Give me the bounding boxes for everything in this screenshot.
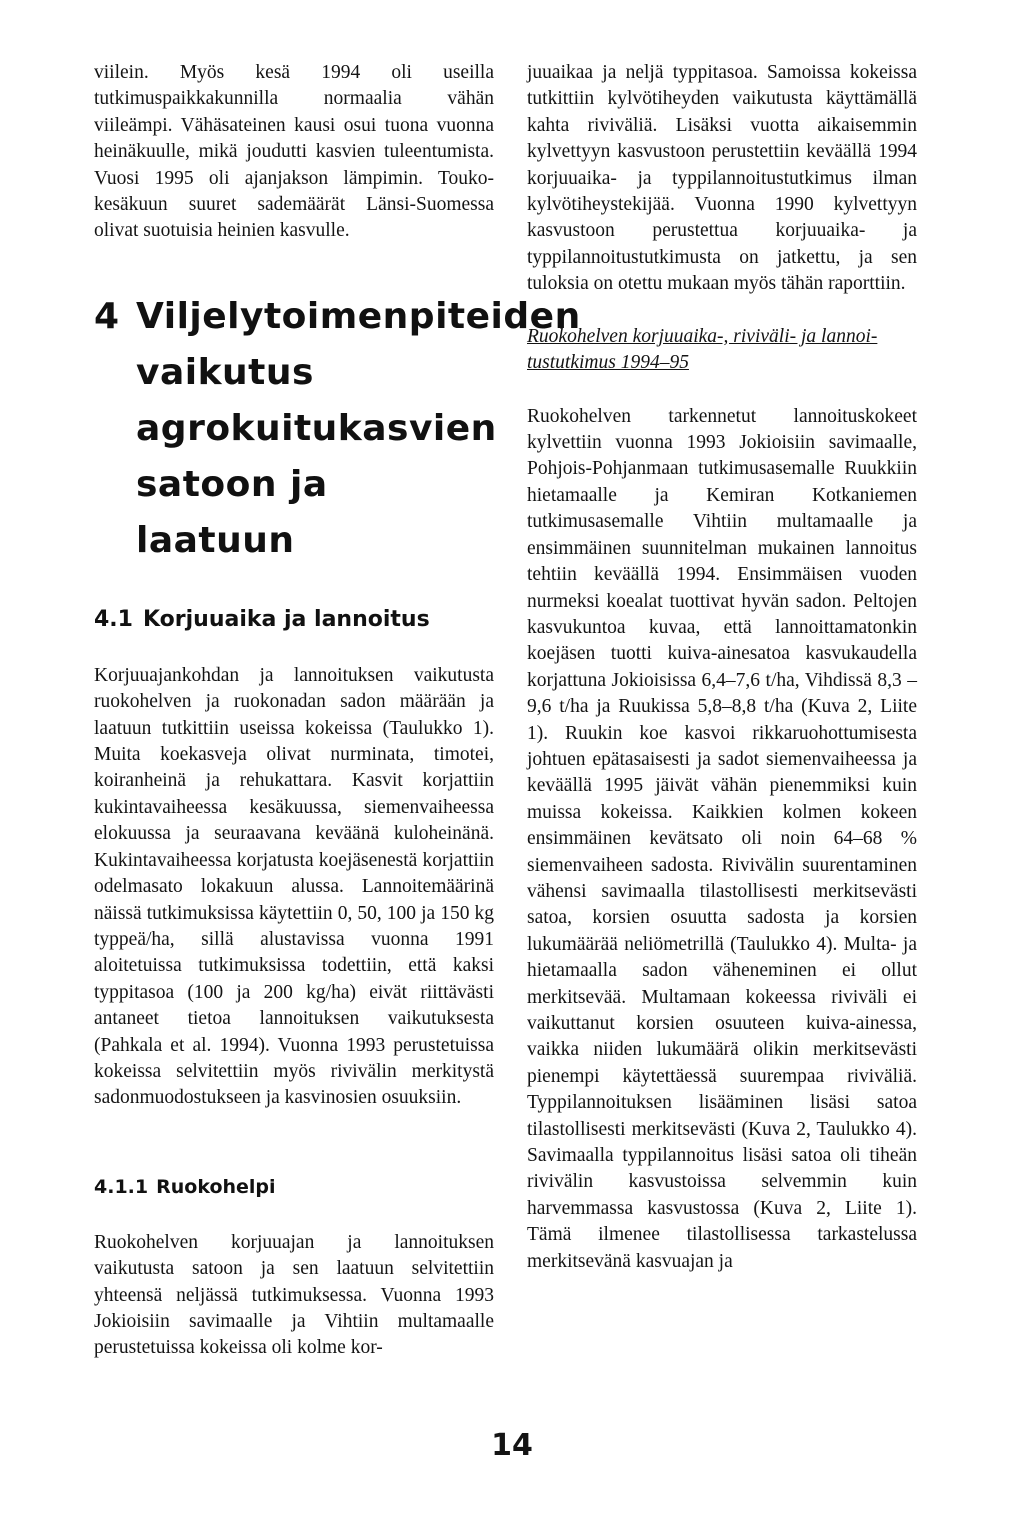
page-number: 14 <box>491 1428 533 1463</box>
chapter-title: Viljelytoimenpiteiden vaikutus agrokuitukasvien satoon ja laatuun <box>136 295 581 561</box>
italic-subheading <box>527 324 917 376</box>
subsection-heading <box>94 1172 494 1202</box>
intro-paragraph: viilein. Myös kesä 1994 oli useilla tutkimuspaikkakunnilla normaalia vähän viileämpi. Vähäsateinen kausi osui tuona vuonna heinäkuulle, mikä joudutti kasvien tuleentumista. Vuosi 1995 oli ajanjakson lämpimin. Touko-kesäkuun suuret sademäärät Länsi-Suomessa olivat suotuisia heinien kasvulle. <box>94 62 494 242</box>
section-title: Korjuuaika ja lannoitus <box>142 606 430 632</box>
chapter-heading <box>94 289 581 569</box>
italic-subheading-line2: tustutkimus 1994–95 <box>527 351 689 373</box>
section-heading <box>94 605 494 635</box>
right-column <box>527 60 917 1275</box>
subsection-number: 4.1.1 <box>94 1175 149 1198</box>
chapter-number: 4 <box>94 295 120 337</box>
body-paragraph: Ruokohelven tarkennetut lannoituskokeet kylvettiin vuonna 1993 Jokioisiin savimaalle, Pohjois-Pohjanmaan tutkimusasemalle Ruukkiin hietamaalle ja Kemiran Kotkaniemen tutkimusasemalle Vihtiin multamaalle ja ensimmäinen suunnitelman mukainen lannoitus tehtiin keväällä 1994. Ensimmäisen vuoden nurmeksi koealat tuottivat hyvän sadon. Peltojen kasvukuntoa kuvaa, että lannoittamatonkin koejäsen tuotti kuiva-ainesatoa kasvukaudella korjattuna Jokioisissa 6,4–7,6 t/ha, Vihdissä 8,3 –9,6 t/ha ja Ruukissa 5,8–8,8 t/ha (Kuva 2, Liite 1). Ruukin koe kasvoi rikkaruohottumisesta johtuen epätasaisesti ja sadot siemenvaiheessa ja keväällä 1995 jäivät vähän pienemmiksi kuin muissa kokeissa. Kaikkien kolmen kokeen ensimmäinen kevätsato oli noin 64–68 % siemenvaiheen sadosta. Rivivälin suurentaminen vähensi savimaalla tilastollisesti merkitsevästi satoa, korsien osuutta sadosta ja korsien lukumäärää neliömetrillä (Taulukko 4). Multa- ja hietamaalla sadon väheneminen ei ollut merkitsevää. Multamaan kokeessa riviväli ei vaikuttanut korsien osuuteen kuiva-ainessa, vaikka niiden lukumäärä olikin merkitsevästi pienempi käytettäessä suurempaa riviväliä. Typpilannoituksen lisääminen lisäsi satoa tilastollisesti merkitsevästi (Kuva 2, Taulukko 4). Savimaalla typpilannoitus lisäsi satoa oli tiheän rivivälin kasvustoissa selvemmin kuin harvemmassa kasvustossa (Kuva 2, Liite 1). Tämä ilmenee tilastollisessa tarkastelussa merkitsevänä kasvuajan ja <box>527 405 917 1272</box>
left-column <box>94 60 581 1362</box>
subsection-paragraph: Ruokohelven korjuuajan ja lannoituksen vaikutusta satoon ja sen laatuun selvitettiin yhteensä neljässä tutkimuksessa. Vuonna 1993 Jokioisiin savimaalle ja Vihtiin multamaalle perustetuissa kokeissa oli kolme kor- <box>94 1231 494 1359</box>
section-paragraph: Korjuuajankohdan ja lannoituksen vaikutusta ruokohelven ja ruokonadan sadon määrään ja laatuun tutkittiin useissa kokeissa (Taulukko 1). Muita koekasveja olivat nurminata, timotei, koiranheinä ja rehukattara. Kasvit korjattiin kukintavaiheessa kesäkuussa, siemenvaiheessa elokuussa ja seuraavana keväänä kuloheinänä. Kukintavaiheessa korjatusta koejäsenestä korjattiin odelmasato lokakuun alussa. Lannoitemäärinä näissä tutkimuksissa käytettiin 0, 50, 100 ja 150 kg typpeä/ha, sillä alustavissa vuonna 1991 aloitetuissa tutkimuksissa todettiin, että kaksi typpitasoa (100 ja 200 kg/ha) eivät riittävästi antaneet tietoa lannoituksen vaikutuksesta (Pahkala et al. 1994). Vuonna 1993 perustetuissa kokeissa selvitettiin myös rivivälin merkitystä sadonmuodostukseen ja kasvinosien osuuksiin. <box>94 664 494 1109</box>
continued-paragraph: juuaikaa ja neljä typpitasoa. Samoissa kokeissa tutkittiin kylvötiheyden vaikutusta käyttämällä kahta riviväliä. Lisäksi vuotta aikaisemmin kylvettyyn kasvustoon perustettiin keväällä 1994 korjuuaika- ja typpilannoitustutkimus ilman kylvötiheystekijää. Vuonna 1990 kylvettyyn kasvustoon perustettua korjuuaika- ja typpilannoitustutkimusta on jatkettu, ja sen tuloksia on otettu mukaan myös tähän raporttiin. <box>527 62 917 295</box>
subsection-title: Ruokohelpi <box>156 1175 276 1198</box>
italic-subheading-line1: Ruokohelven korjuuaika-, riviväli- ja lannoi- <box>527 325 878 347</box>
section-number: 4.1 <box>94 606 133 632</box>
